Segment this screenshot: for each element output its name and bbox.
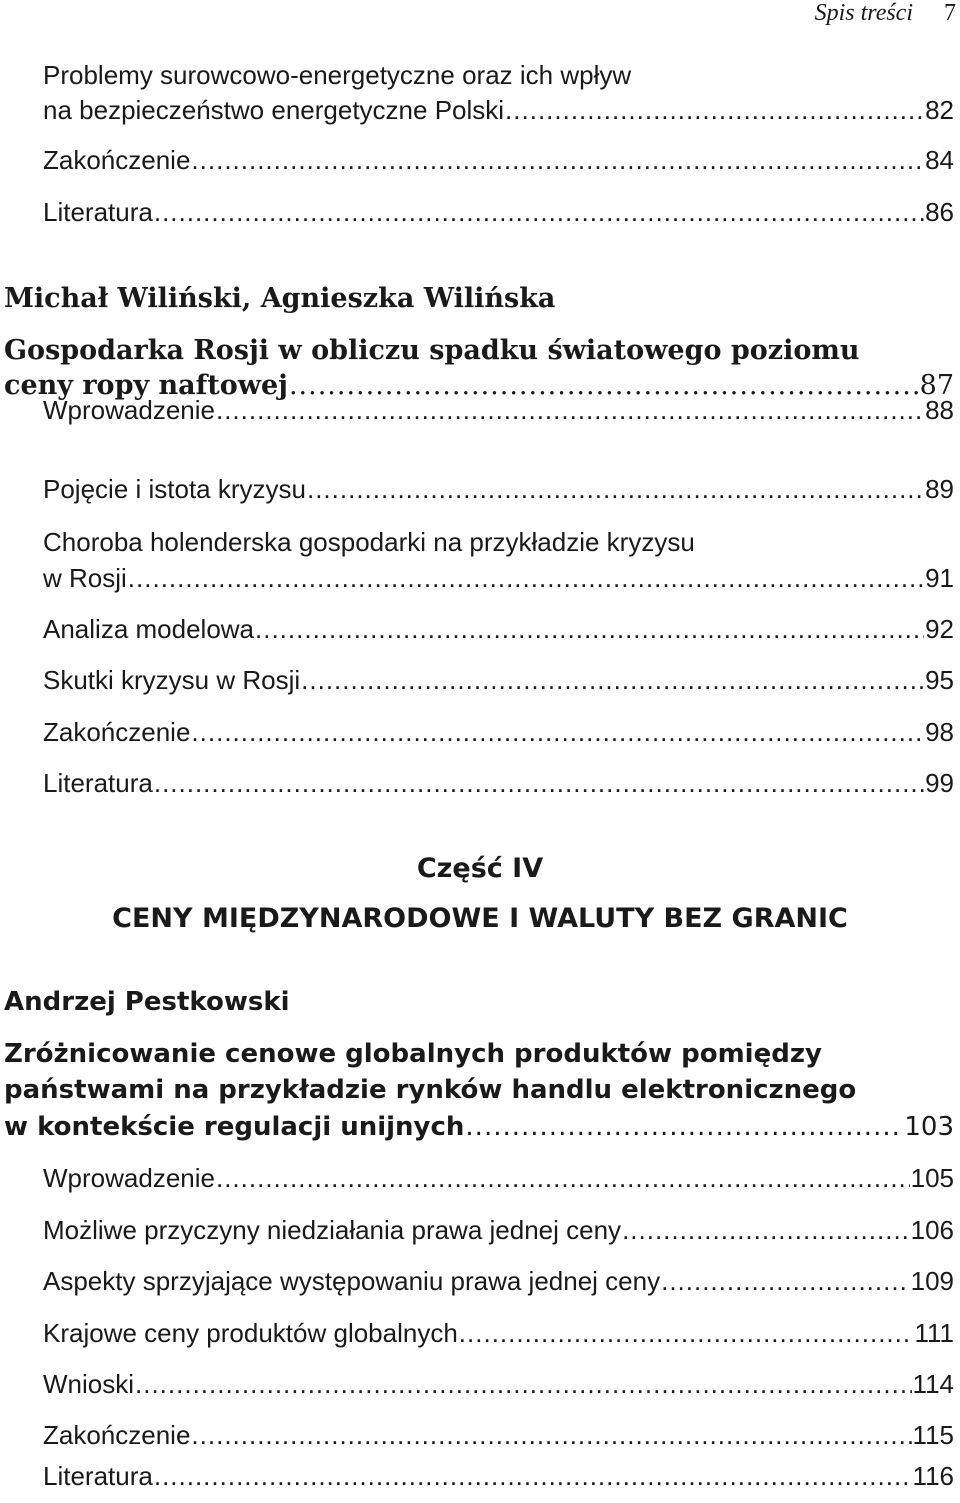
toc-entry[interactable]	[43, 717, 954, 755]
toc-entry-page: 91	[925, 563, 954, 593]
toc-entry-title: Skutki kryzysu w Rosji	[43, 665, 301, 695]
toc-entry[interactable]	[43, 614, 954, 652]
dot-leader	[307, 474, 924, 505]
toc-entry-page: 99	[925, 768, 954, 798]
dot-leader	[622, 1215, 910, 1246]
toc-entry-title: Wprowadzenie	[43, 395, 215, 425]
toc-entry-title: Literatura	[43, 768, 153, 798]
toc-entry-title: Zakończenie	[43, 1420, 191, 1450]
toc-entry[interactable]	[43, 1163, 954, 1201]
running-head	[0, 0, 960, 30]
toc-entry-title: Możliwe przyczyny niedziałania prawa jednej ceny	[43, 1215, 622, 1245]
toc-entry-title: Literatura	[43, 197, 153, 227]
toc-entry-page: 114	[912, 1369, 954, 1399]
dot-leader	[216, 1163, 910, 1194]
toc-entry[interactable]	[43, 665, 954, 703]
part-title: CENY MIĘDZYNARODOWE I WALUTY BEZ GRANIC	[112, 903, 848, 934]
toc-entry-title: Zakończenie	[43, 145, 191, 175]
toc-entry-title: Zakończenie	[43, 717, 191, 747]
toc-entry-title: na bezpieczeństwo energetyczne Polski	[43, 95, 505, 125]
toc-entry[interactable]	[43, 395, 954, 433]
toc-entry-title: Krajowe ceny produktów globalnych	[43, 1318, 458, 1348]
toc-entry-page: 89	[925, 474, 954, 504]
toc-entry[interactable]	[43, 95, 954, 133]
chapter-title: w kontekście regulacji unijnych	[4, 1112, 465, 1142]
toc-entry-page: 86	[925, 197, 954, 227]
dot-leader	[191, 717, 924, 748]
toc-entry-page: 84	[925, 145, 954, 175]
dot-leader	[135, 1369, 912, 1400]
dot-leader	[661, 1266, 910, 1297]
chapter-title: ceny ropy naftowej	[4, 370, 288, 401]
toc-entry-page: 88	[925, 395, 954, 425]
toc-entry-title: Analiza modelowa	[43, 614, 255, 644]
chapter-page: 103	[904, 1112, 954, 1142]
toc-entry-page: 116	[912, 1461, 954, 1491]
toc-entry-page: 106	[910, 1215, 954, 1245]
toc-entry[interactable]	[43, 474, 954, 512]
toc-entry[interactable]	[43, 1420, 954, 1458]
chapter-title-line: Gospodarka Rosji w obliczu spadku światowego poziomu	[4, 335, 860, 366]
toc-entry-page: 95	[925, 665, 954, 695]
toc-entry-page: 109	[910, 1266, 954, 1296]
toc-entry[interactable]	[43, 1215, 954, 1253]
toc-entry-page: 111	[914, 1318, 954, 1348]
toc-entry-title: Wnioski	[43, 1369, 135, 1399]
toc-entry[interactable]	[43, 768, 954, 806]
dot-leader	[301, 665, 924, 696]
toc-entry-page: 98	[925, 717, 954, 747]
toc-entry-page: 92	[925, 614, 954, 644]
running-head-page-number: 7	[944, 0, 956, 26]
dot-leader	[216, 395, 924, 426]
dot-leader	[191, 145, 924, 176]
chapter-author: Andrzej Pestkowski	[4, 987, 290, 1017]
running-head-title: Spis treści	[814, 0, 913, 26]
toc-entry[interactable]	[43, 1461, 954, 1499]
toc-entry-title: Wprowadzenie	[43, 1163, 215, 1193]
dot-leader	[154, 768, 924, 799]
dot-leader	[459, 1318, 914, 1349]
dot-leader	[154, 197, 924, 228]
toc-entry-title: Literatura	[43, 1461, 153, 1491]
chapter-title-entry[interactable]	[4, 1112, 954, 1150]
toc-entry-title: Pojęcie i istota kryzysu	[43, 474, 306, 504]
dot-leader	[465, 1112, 903, 1142]
dot-leader	[255, 614, 924, 645]
toc-entry-title: Aspekty sprzyjające występowaniu prawa jednej ceny	[43, 1266, 661, 1296]
toc-entry[interactable]	[43, 145, 954, 183]
toc-entry-page: 105	[910, 1163, 954, 1193]
part-label: Część IV	[416, 853, 544, 884]
chapter-authors: Michał Wiliński, Agnieszka Wilińska	[4, 283, 556, 314]
dot-leader	[191, 1420, 911, 1451]
toc-entry[interactable]	[43, 1266, 954, 1304]
toc-entry[interactable]	[43, 197, 954, 235]
chapter-title-line: Zróżnicowanie cenowe globalnych produktów pomiędzy	[4, 1039, 822, 1069]
toc-entry-page: 115	[912, 1420, 954, 1450]
dot-leader	[128, 563, 924, 594]
toc-entry-title-line: Choroba holenderska gospodarki na przykładzie kryzysu	[43, 527, 695, 557]
dot-leader	[154, 1461, 912, 1492]
toc-entry[interactable]	[43, 1318, 954, 1356]
toc-entry-title: w Rosji	[43, 563, 127, 593]
toc-entry[interactable]	[43, 563, 954, 601]
toc-entry-title-line: Problemy surowcowo-energetyczne oraz ich wpływ	[43, 60, 632, 90]
dot-leader	[505, 95, 924, 126]
chapter-title-line: państwami na przykładzie rynków handlu elektronicznego	[4, 1075, 857, 1105]
chapter-page: 87	[919, 370, 954, 401]
toc-entry-page: 82	[925, 95, 954, 125]
toc-entry[interactable]	[43, 1369, 954, 1407]
